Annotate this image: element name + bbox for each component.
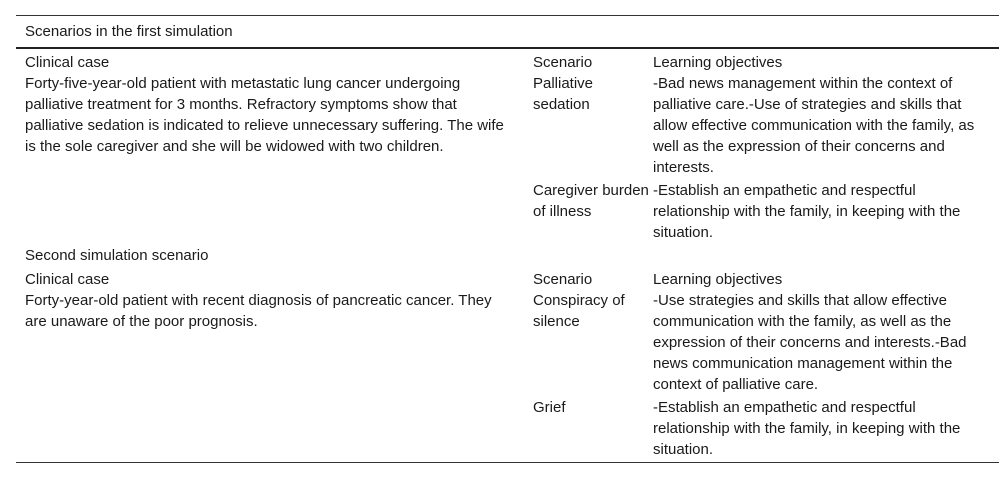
scenario-row [533, 73, 993, 180]
header-scenario: Scenario [533, 271, 593, 288]
header-clinical-case: Clinical case [25, 54, 110, 71]
clinical-case-text: Forty-five-year-old patient with metastatic lung cancer undergoing palliative treatment for 3 months. Refractory symptoms show that palliative sedation is indicated to relieve unnecessary suffering. The wife is the sole caregiver and she will be widowed with two children. [25, 75, 504, 155]
objectives-cell: -Use strategies and skills that allow effective communication with the family, as well as the expression of their concerns and interests.-Bad news communication management within the context of palliative care. [653, 292, 967, 393]
objectives-cell: -Bad news management within the context of palliative care.-Use of strategies and skills that allow effective communication with the family, as well as the expression of their concerns and interests. [653, 75, 975, 176]
objectives-cell: -Establish an empathetic and respectful relationship with the family, in keeping with the situation. [653, 182, 961, 241]
header-learning-objectives: Learning objectives [653, 54, 783, 71]
table-header-row [16, 266, 999, 290]
objectives-cell: -Establish an empathetic and respectful relationship with the family, in keeping with the situation. [653, 399, 961, 458]
scenario-cell: Conspiracy of silence [533, 292, 625, 330]
table-row [16, 290, 999, 462]
header-learning-objectives: Learning objectives [653, 271, 783, 288]
section-title: Second simulation scenario [25, 247, 209, 264]
scenario-row [533, 290, 993, 397]
table-caption: Scenarios in the first simulation [25, 23, 233, 40]
clinical-case-cell [25, 290, 533, 460]
scenarios-table [16, 15, 999, 463]
table-bottom-rule [16, 462, 999, 463]
scenario-row [533, 397, 993, 460]
header-scenario: Scenario [533, 54, 593, 71]
scenario-cell: Caregiver burden of illness [533, 182, 649, 220]
scenario-cell: Palliative sedation [533, 75, 594, 113]
table-row [16, 73, 999, 245]
clinical-case-cell [25, 73, 533, 243]
scenario-cell: Grief [533, 399, 566, 416]
header-clinical-case: Clinical case [25, 271, 110, 288]
scenario-row [533, 180, 993, 243]
table-header-row [16, 49, 999, 73]
clinical-case-text: Forty-year-old patient with recent diagnosis of pancreatic cancer. They are unaware of the poor prognosis. [25, 292, 492, 330]
